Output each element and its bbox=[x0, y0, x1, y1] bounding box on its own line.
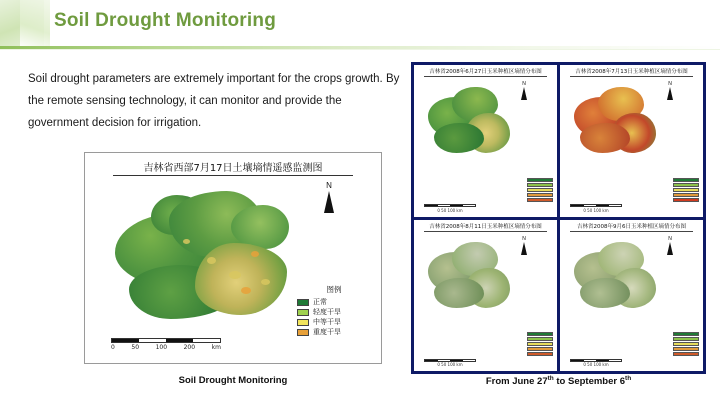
left-map-scalebar bbox=[111, 338, 221, 351]
mini-compass-rose bbox=[519, 236, 529, 255]
legend-swatch bbox=[297, 329, 309, 336]
mini-map-scalebar bbox=[424, 359, 476, 368]
legend-item bbox=[297, 317, 371, 327]
header-accent-shape-right bbox=[20, 0, 50, 46]
compass-arrow-icon bbox=[521, 87, 527, 100]
mini-map-title: 吉林省2008年9月6日玉米种植区墒情分布图 bbox=[577, 223, 686, 230]
legend-item bbox=[297, 307, 371, 317]
mini-map-title: 吉林省2008年7月13日玉米种植区墒情分布图 bbox=[575, 69, 688, 75]
scalebar-ticks bbox=[111, 344, 221, 351]
legend-swatch bbox=[673, 193, 699, 197]
caption-text-start: From June 27 bbox=[485, 376, 548, 388]
left-map-title-rule bbox=[113, 175, 353, 176]
caption-text-middle: to September 6 bbox=[553, 376, 626, 388]
mini-map-1 bbox=[414, 65, 557, 217]
legend-swatch bbox=[527, 183, 553, 187]
mini-map-title-rule bbox=[424, 76, 547, 77]
scalebar-label: 0 50 100 km bbox=[583, 362, 609, 367]
mini-map-scalebar bbox=[570, 359, 622, 368]
legend-label: 轻度干旱 bbox=[313, 308, 341, 316]
legend-swatch bbox=[673, 188, 699, 192]
scalebar-unit: km bbox=[211, 344, 221, 351]
scalebar-tick: 100 bbox=[155, 344, 168, 351]
legend-swatch bbox=[527, 342, 553, 346]
mini-map-scalebar bbox=[424, 204, 476, 213]
mini-map-shape bbox=[426, 240, 514, 316]
right-panel-caption bbox=[411, 375, 706, 387]
legend-swatch bbox=[673, 178, 699, 182]
legend-swatch bbox=[527, 332, 553, 336]
scalebar-bar bbox=[111, 338, 221, 343]
legend-label: 中等干旱 bbox=[313, 318, 341, 326]
mini-map-shape bbox=[572, 240, 660, 316]
mini-compass-rose bbox=[665, 81, 675, 100]
compass-north-label: N bbox=[326, 181, 332, 190]
legend-swatch bbox=[527, 347, 553, 351]
legend-swatch bbox=[527, 193, 553, 197]
mini-map-title: 吉林省2008年8月11日玉米种植区墒情分布图 bbox=[429, 223, 542, 230]
mini-map-legend bbox=[527, 332, 553, 357]
legend-label: 重度干旱 bbox=[313, 328, 341, 336]
mini-map-legend bbox=[673, 178, 699, 203]
slide-header bbox=[0, 0, 720, 48]
legend-swatch bbox=[673, 342, 699, 346]
compass-north-label: N bbox=[668, 81, 672, 87]
left-map-caption: Soil Drought Monitoring bbox=[178, 375, 288, 386]
legend-swatch bbox=[527, 337, 553, 341]
compass-north-label: N bbox=[522, 81, 526, 87]
mini-map-title-rule bbox=[424, 231, 547, 232]
scalebar-tick: 200 bbox=[183, 344, 196, 351]
left-map-figure bbox=[84, 152, 382, 364]
scalebar-label: 0 50 100 km bbox=[437, 207, 463, 213]
left-map-legend bbox=[297, 284, 371, 337]
legend-title: 图例 bbox=[326, 285, 342, 294]
mini-map-4 bbox=[560, 220, 703, 372]
mini-map-scalebar bbox=[570, 204, 622, 213]
mini-map-title-rule bbox=[570, 231, 693, 232]
compass-north-label: N bbox=[522, 235, 526, 242]
mini-compass-rose bbox=[665, 236, 675, 255]
compass-arrow-icon bbox=[324, 191, 334, 213]
scalebar-label: 0 50 100 km bbox=[437, 362, 463, 367]
scalebar-tick: 50 bbox=[131, 344, 140, 351]
header-divider-thin bbox=[0, 49, 720, 50]
compass-arrow-icon bbox=[667, 87, 673, 100]
legend-label: 正常 bbox=[313, 298, 327, 306]
left-map-province-shape bbox=[111, 187, 311, 327]
legend-swatch bbox=[527, 178, 553, 182]
legend-swatch bbox=[673, 347, 699, 351]
mini-map-legend bbox=[673, 332, 699, 357]
page-title: Soil Drought Monitoring bbox=[54, 10, 276, 31]
legend-item bbox=[297, 327, 371, 337]
mini-compass-rose bbox=[519, 81, 529, 100]
mini-map-3 bbox=[414, 220, 557, 372]
legend-swatch bbox=[673, 198, 699, 202]
mini-map-title: 吉林省2008年6月27日玉米种植区墒情分布图 bbox=[429, 69, 542, 75]
legend-swatch bbox=[527, 198, 553, 202]
legend-swatch bbox=[673, 183, 699, 187]
caption-ordinal-1: th bbox=[547, 375, 554, 382]
compass-rose bbox=[321, 181, 337, 217]
mini-map-legend bbox=[527, 178, 553, 203]
scalebar-tick: 0 bbox=[111, 344, 115, 351]
legend-swatch bbox=[673, 352, 699, 356]
right-map-grid bbox=[411, 62, 706, 374]
mini-map-2 bbox=[560, 65, 703, 217]
legend-swatch bbox=[297, 319, 309, 326]
scalebar-label: 0 50 100 km bbox=[583, 207, 609, 213]
mini-map-title-rule bbox=[570, 76, 693, 77]
body-paragraph: Soil drought parameters are extremely important for the crops growth. By the remote sensing technology, it can monitor and provide the government decision for irrigation. bbox=[28, 73, 400, 129]
left-map-title: 吉林省西部7月17日土壤墒情遥感监测图 bbox=[143, 163, 323, 174]
legend-swatch bbox=[527, 352, 553, 356]
legend-swatch bbox=[297, 299, 309, 306]
legend-swatch bbox=[527, 188, 553, 192]
legend-swatch bbox=[673, 337, 699, 341]
compass-arrow-icon bbox=[667, 242, 673, 255]
caption-ordinal-2: th bbox=[625, 375, 632, 382]
mini-map-shape bbox=[572, 85, 660, 161]
compass-arrow-icon bbox=[521, 242, 527, 255]
legend-swatch bbox=[673, 332, 699, 336]
mini-map-shape bbox=[426, 85, 514, 161]
legend-item bbox=[297, 297, 371, 307]
legend-swatch bbox=[297, 309, 309, 316]
compass-north-label: N bbox=[668, 235, 672, 242]
